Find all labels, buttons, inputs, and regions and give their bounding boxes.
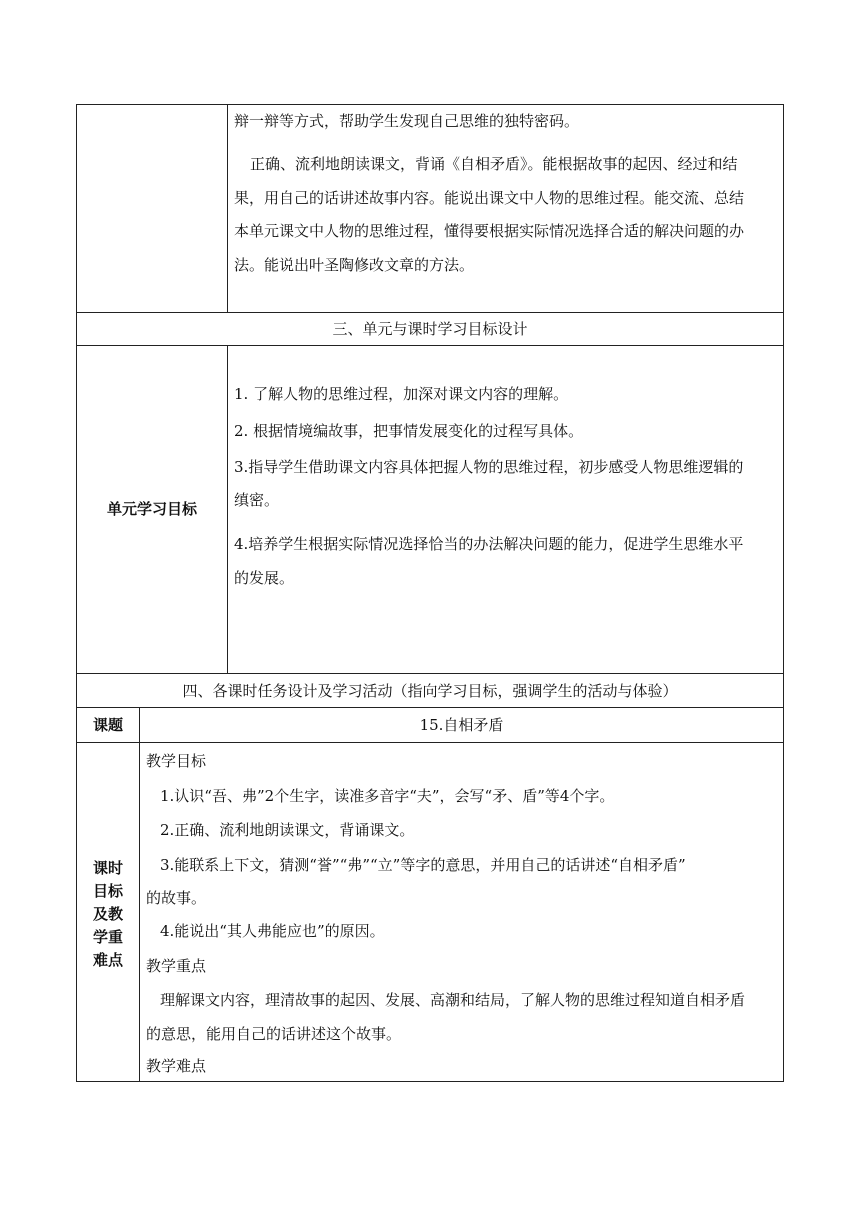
unit-goals-label: 单元学习目标 (106, 500, 197, 518)
row-divider (76, 707, 784, 708)
column-divider (227, 104, 228, 313)
teaching-goal-item: 2.正确、流利地朗读课文，背诵课文。 (160, 821, 415, 839)
goal-paragraph-line: 本单元课文中人物的思维过程，懂得要根据实际情况选择合适的解决问题的办 (234, 222, 745, 240)
key-point-line: 的意思，能用自己的话讲述这个故事。 (146, 1025, 402, 1043)
column-divider (139, 707, 140, 1082)
lesson-goals-label-line: 难点 (92, 951, 123, 969)
unit-goal-item: 4.培养学生根据实际情况选择恰当的办法解决问题的能力，促进学生思维水平 (234, 535, 744, 553)
goal-paragraph-line: 正确、流利地朗读课文，背诵《自相矛盾》。能根据故事的起因、经过和结 (250, 155, 738, 173)
unit-goal-item: 缜密。 (234, 491, 280, 509)
lesson-goals-label-line: 及教 (92, 905, 123, 923)
unit-goal-item: 3.指导学生借助课文内容具体把握人物的思维过程，初步感受人物思维逻辑的 (234, 458, 744, 476)
row-divider (76, 312, 784, 313)
unit-goal-item: 1. 了解人物的思维过程，加深对课文内容的理解。 (234, 385, 569, 403)
teaching-goals-title: 教学目标 (146, 752, 207, 770)
table-top-border (76, 104, 784, 105)
row-divider (76, 345, 784, 346)
column-divider (227, 345, 228, 674)
lesson-goals-label-line: 学重 (92, 928, 123, 946)
teaching-goal-item: 4.能说出“其人弗能应也”的原因。 (160, 922, 385, 940)
table-bottom-border (76, 1081, 784, 1082)
difficulty-title: 教学难点 (146, 1057, 207, 1075)
goal-paragraph-line: 法。能说出叶圣陶修改文章的方法。 (234, 256, 475, 274)
section-heading: 四、各课时任务设计及学习活动（指向学习目标，强调学生的活动与体验） (182, 682, 678, 700)
teaching-goal-item: 1.认识“吾、弗”2个生字，读准多音字“夫”，会写“矛、盾”等4个字。 (160, 787, 615, 805)
goal-paragraph-line: 果，用自己的话讲述故事内容。能说出课文中人物的思维过程。能交流、总结 (234, 189, 745, 207)
section-heading: 三、单元与课时学习目标设计 (332, 320, 528, 338)
topic-label: 课题 (92, 716, 123, 734)
teaching-goal-item: 的故事。 (146, 889, 207, 907)
row-divider (76, 673, 784, 674)
key-point-line: 理解课文内容，理清故事的起因、发展、高潮和结局，了解人物的思维过程知道自相矛盾 (160, 991, 746, 1009)
row-divider (76, 742, 784, 743)
unit-goal-item: 的发展。 (234, 569, 295, 587)
lesson-goals-label-line: 课时 (92, 859, 123, 877)
lesson-goals-label-line: 目标 (92, 882, 123, 900)
table-right-border (783, 104, 784, 1082)
unit-goal-item: 2. 根据情境编故事，把事情发展变化的过程写具体。 (234, 422, 584, 440)
topic-value: 15.自相矛盾 (419, 716, 504, 734)
goal-continued-line: 辩一辩等方式，帮助学生发现自己思维的独特密码。 (234, 112, 580, 130)
key-points-title: 教学重点 (146, 957, 207, 975)
teaching-goal-item: 3.能联系上下文，猜测“誉”“弗”“立”等字的意思，并用自己的话讲述“自相矛盾” (160, 856, 686, 874)
